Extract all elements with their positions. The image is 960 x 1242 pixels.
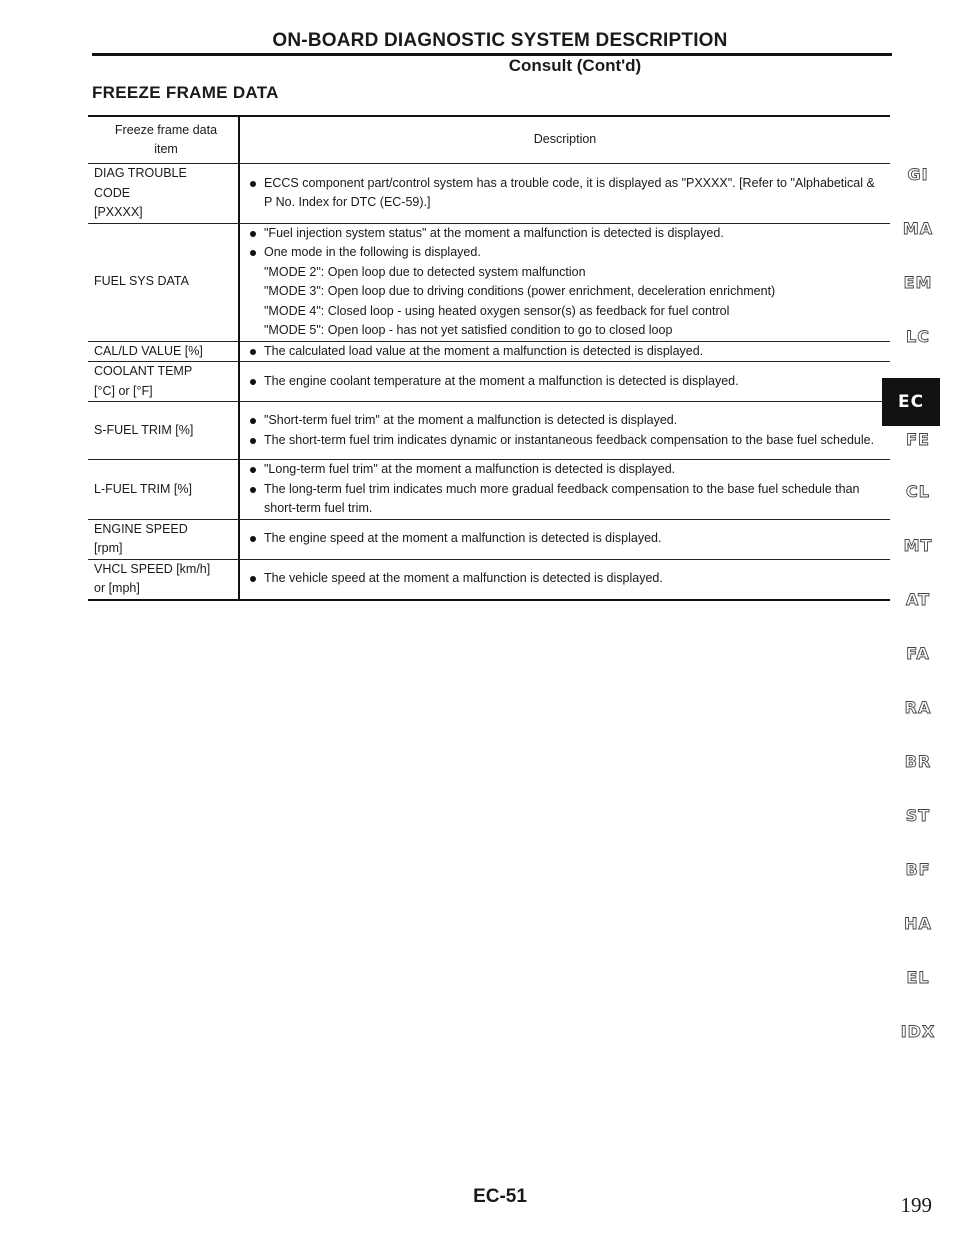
index-tab-lc[interactable]: LC: [906, 327, 930, 346]
freeze-frame-table: [88, 115, 890, 601]
index-tab-ma[interactable]: MA: [902, 219, 934, 238]
bullet-item: ECCS component part/control system has a trouble code, it is displayed as "PXXXX". [Refer to "Alphabetical & P No. Index for DTC (EC-59).]: [250, 174, 882, 213]
table-row: [88, 164, 890, 224]
index-tab-fa[interactable]: FA: [906, 644, 930, 663]
mode-line: "MODE 5": Open loop - has not yet satisfied condition to go to closed loop: [264, 323, 673, 337]
bullet-item: One mode in the following is displayed.: [250, 243, 882, 263]
freeze-frame-item: [88, 559, 239, 600]
table-row: [88, 341, 890, 362]
freeze-frame-item: [88, 519, 239, 559]
item-line: DIAG TROUBLE: [94, 166, 187, 180]
mode-line: "MODE 2": Open loop due to detected system malfunction: [264, 264, 586, 279]
bullet-list: [250, 411, 882, 450]
index-tab-bf[interactable]: BF: [905, 860, 931, 879]
index-tab-em[interactable]: EM: [903, 273, 933, 292]
index-tab-idx[interactable]: IDX: [900, 1022, 936, 1041]
bullet-list: [250, 224, 882, 263]
freeze-frame-description: [239, 223, 890, 341]
freeze-frame-item: [88, 460, 239, 520]
bullet-list: [250, 569, 882, 589]
bullet-item: The vehicle speed at the moment a malfunction is detected is displayed.: [250, 569, 882, 589]
index-tab-fe[interactable]: FE: [906, 430, 930, 449]
item-line: COOLANT TEMP: [94, 364, 193, 378]
index-tab-ha[interactable]: HA: [904, 914, 932, 933]
column-header-item-line2: item: [154, 142, 178, 156]
freeze-frame-description: [239, 519, 890, 559]
table-header-row: [88, 116, 890, 164]
table-row: [88, 362, 890, 402]
bullet-item: "Short-term fuel trim" at the moment a malfunction is detected is displayed.: [250, 411, 882, 431]
freeze-frame-item: [88, 341, 239, 362]
freeze-frame-description: [239, 341, 890, 362]
bullet-item: The engine speed at the moment a malfunction is detected is displayed.: [250, 529, 882, 549]
index-tab-br[interactable]: BR: [904, 752, 932, 771]
index-tab-mt[interactable]: MT: [903, 536, 933, 555]
item-line: ENGINE SPEED: [94, 521, 188, 536]
bullet-list: [250, 342, 882, 362]
bullet-item: The engine coolant temperature at the moment a malfunction is detected is displayed.: [250, 372, 882, 392]
index-tab-cl[interactable]: CL: [906, 482, 930, 501]
bullet-item: The long-term fuel trim indicates much more gradual feedback compensation to the base fuel schedule than short-term fuel trim.: [250, 480, 882, 519]
column-header-description: Description: [533, 132, 597, 147]
index-tab-el[interactable]: EL: [906, 968, 930, 987]
freeze-frame-description: [239, 460, 890, 520]
freeze-frame-item: [88, 402, 239, 460]
index-tab-st[interactable]: ST: [905, 806, 931, 825]
table-row: [88, 402, 890, 460]
table-row: [88, 460, 890, 520]
index-tab-ra[interactable]: RA: [904, 698, 932, 717]
item-line: S-FUEL TRIM [%]: [94, 422, 194, 437]
bullet-item: "Long-term fuel trim" at the moment a malfunction is detected is displayed.: [250, 460, 882, 480]
page-number: 199: [900, 1193, 932, 1217]
bullet-list: [250, 460, 882, 519]
mode-line: "MODE 4": Closed loop - using heated oxygen sensor(s) as feedback for fuel control: [264, 303, 730, 318]
freeze-frame-description: [239, 164, 890, 224]
freeze-frame-item: [88, 362, 239, 402]
item-line: [rpm]: [94, 541, 123, 555]
column-header-item-line1: Freeze frame data: [114, 122, 218, 137]
freeze-frame-description: [239, 362, 890, 402]
section-title: FREEZE FRAME DATA: [92, 83, 279, 102]
index-tab-ec[interactable]: EC: [882, 378, 940, 426]
item-line: VHCL SPEED [km/h]: [94, 561, 211, 576]
item-line: CAL/LD VALUE [%]: [94, 343, 203, 358]
freeze-frame-description: [239, 559, 890, 600]
page-title: ON-BOARD DIAGNOSTIC SYSTEM DESCRIPTION: [272, 30, 728, 51]
item-line: [°C] or [°F]: [94, 383, 153, 398]
column-header-item: [88, 116, 239, 164]
item-line: CODE: [94, 185, 131, 200]
table-row: [88, 519, 890, 559]
index-tab-gi[interactable]: GI: [907, 165, 929, 184]
bullet-list: [250, 372, 882, 392]
table-row: [88, 223, 890, 341]
mode-line: "MODE 3": Open loop due to driving conditions (power enrichment, deceleration enrichment): [264, 284, 776, 298]
bullet-list: [250, 529, 882, 549]
item-line: or [mph]: [94, 581, 140, 595]
freeze-frame-description: [239, 402, 890, 460]
item-line: [PXXXX]: [94, 205, 143, 219]
freeze-frame-item: [88, 223, 239, 341]
table-body: [88, 164, 890, 600]
page-code: EC-51: [473, 1186, 527, 1207]
item-line: L-FUEL TRIM [%]: [94, 481, 192, 496]
index-tab-at[interactable]: AT: [905, 590, 931, 609]
bullet-item: "Fuel injection system status" at the moment a malfunction is detected is displayed.: [250, 224, 882, 244]
freeze-frame-item: [88, 164, 239, 224]
bullet-list: [250, 174, 882, 213]
bullet-item: The short-term fuel trim indicates dynamic or instantaneous feedback compensation to the base fuel schedule.: [250, 431, 882, 451]
table-row: [88, 559, 890, 600]
bullet-item: The calculated load value at the moment a malfunction is detected is displayed.: [250, 342, 882, 362]
page-subtitle: Consult (Cont'd): [508, 56, 642, 75]
item-line: FUEL SYS DATA: [94, 274, 189, 289]
